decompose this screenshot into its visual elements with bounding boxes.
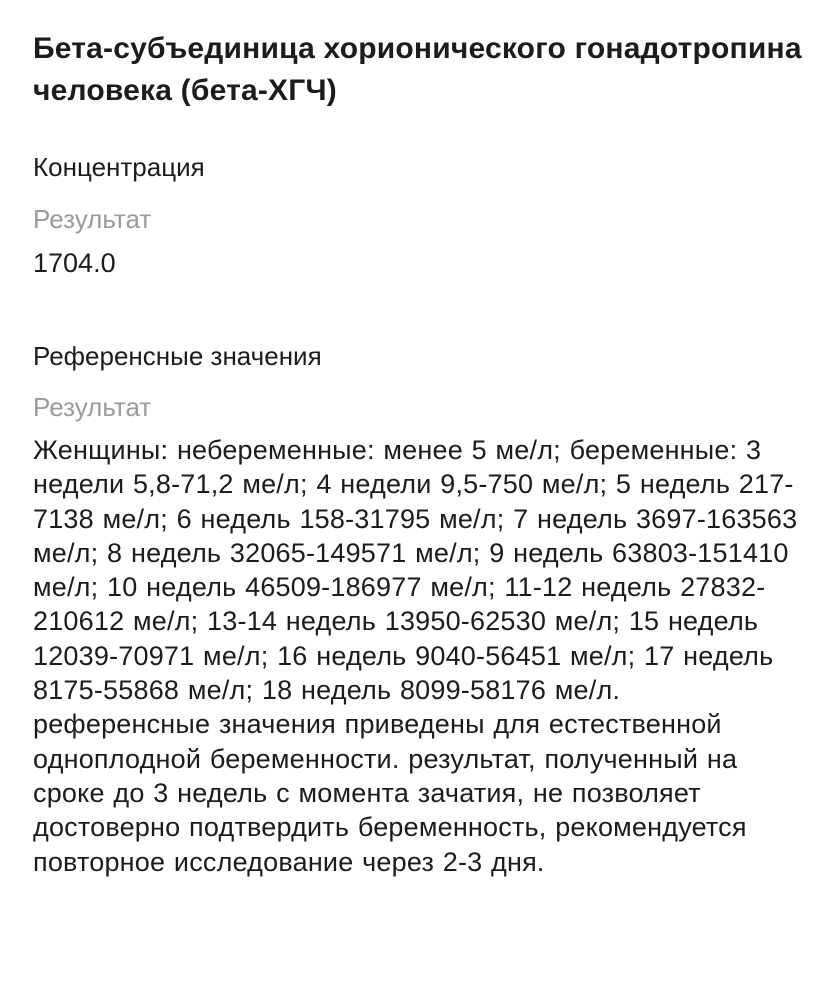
test-title: Бета-субъединица хорионического гонадотропина человека (бета-ХГЧ)	[33, 32, 802, 107]
reference-section	[33, 339, 803, 879]
reference-result-label: Результат	[33, 392, 152, 422]
reference-heading: Референсные значения	[33, 341, 322, 371]
concentration-result-label: Результат	[33, 204, 152, 234]
reference-values-text: Женщины: небеременные: менее 5 ме/л; беременные: 3 недели 5,8-71,2 ме/л; 4 недели 9,5-750 ме/л; 5 недель 217-7138 ме/л; 6 недель 158-31795 ме/л; 7 недель 3697-163563 ме/л; 8 недель 32065-149571 ме/л; 9 недель 63803-151410 ме/л; 10 недель 46509-186977 ме/л; 11-12 недель 27832-210612 ме/л; 13-14 недель 13950-62530 ме/л; 15 недель 12039-70971 ме/л; 16 недель 9040-56451 ме/л; 17 недель 8175-55868 ме/л; 18 недель 8099-58176 ме/л. референсные значения приведены для естественной одноплодной беременности. результат, полученный на сроке до 3 недель с момента зачатия, не позволяет достоверно подтвердить беременность, рекомендуется повторное исследование через 2-3 дня.	[33, 435, 798, 877]
concentration-result-value: 1704.0	[33, 248, 116, 278]
concentration-section	[33, 150, 803, 281]
concentration-heading: Концентрация	[33, 152, 205, 182]
result-detail	[33, 28, 803, 879]
